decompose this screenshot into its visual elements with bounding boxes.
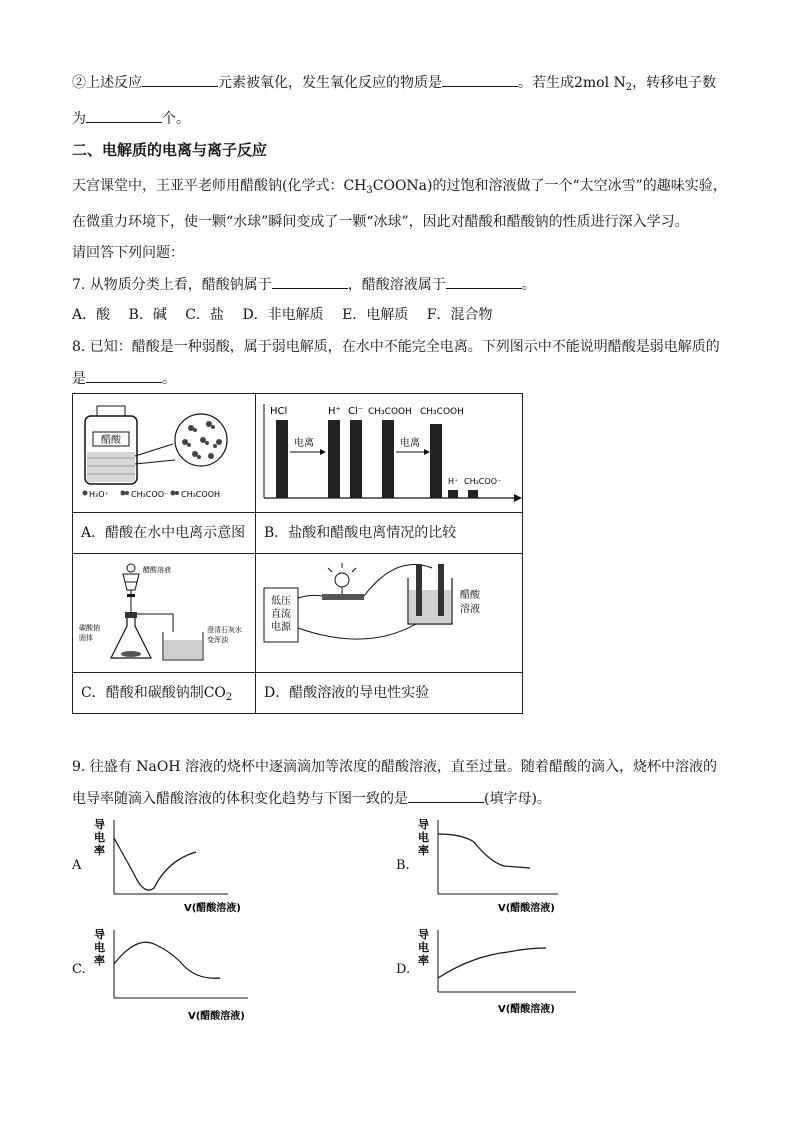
graph-d-label: D. <box>396 962 411 977</box>
hplus-label: H⁺ <box>328 406 341 417</box>
x-axis-label: V(醋酸溶液) <box>498 1004 555 1015</box>
y-axis-label: 电 <box>94 941 105 954</box>
funnel-label: 醋酸溶液 <box>143 566 171 574</box>
graph-d <box>412 926 602 1028</box>
answer-blank[interactable] <box>446 274 522 289</box>
q8-options-table <box>72 393 523 714</box>
graph-b <box>412 816 588 918</box>
cell-d-caption: D．醋酸溶液的导电性实验 <box>256 673 523 714</box>
graph-c <box>88 926 278 1028</box>
curve-a <box>114 838 196 890</box>
clminus-label: Cl⁻ <box>348 406 364 417</box>
q-prev-line1: ②上述反应 元素被氧化，发生氧化反应的物质是 。若生成2mol $N_2$，转移电子数 <box>72 72 716 98</box>
q8-stem2: 是 。 <box>72 368 176 389</box>
x-axis-label: V(醋酸溶液) <box>188 1011 245 1022</box>
ionization-comparison-figure <box>256 394 522 508</box>
cell-b-figure <box>256 394 523 513</box>
acetate-label: CH₃COO⁻ <box>464 477 502 486</box>
cell-d-figure <box>256 554 523 673</box>
power-label: 电源 <box>271 622 291 633</box>
bar-hplus <box>328 420 340 498</box>
q9-stem1: 9. 往盛有 NaOH 溶液的烧杯中逐滴滴加等浓度的醋酸溶液，直至过量。随着醋酸的滴入，烧杯中溶液的 <box>72 759 717 775</box>
cell-c-figure <box>73 554 256 673</box>
section-title: 二、电解质的电离与离子反应 <box>72 141 268 159</box>
intro-line3: 请回答下列问题： <box>72 245 184 261</box>
y-axis-label: 率 <box>418 954 429 967</box>
y-axis-label: 电 <box>94 831 105 844</box>
graph-c-label: C. <box>72 962 86 977</box>
conductivity-apparatus-figure <box>256 554 522 668</box>
solution-label: 醋酸 <box>460 590 480 601</box>
legend-acetate: CH₃COO⁻ <box>131 490 169 499</box>
x-axis-label: V(醋酸溶液) <box>498 903 555 914</box>
bar-acetate-small <box>468 490 478 498</box>
answer-blank[interactable] <box>86 108 162 123</box>
curve-d <box>438 948 546 978</box>
intro-line2: 在微重力环境下，使一颗“水球”瞬间变成了一颗“冰球”，因此对醋酸和醋酸钠的性质进行深入学习。 <box>72 214 689 230</box>
bar-acetic-acid-before <box>382 420 394 498</box>
answer-blank[interactable] <box>272 274 348 289</box>
bulb-icon <box>335 573 349 587</box>
ionize-arrow-label: 电离 <box>400 438 420 449</box>
answer-blank[interactable] <box>142 72 218 87</box>
y-axis-label: 导 <box>94 818 105 831</box>
bar-hcl <box>276 420 288 498</box>
q9-stem2: 电导率随滴入醋酸溶液的体积变化趋势与下图一致的是 (填字母)。 <box>72 788 551 809</box>
bar-hplus-small <box>448 490 458 498</box>
y-axis-label: 导 <box>418 928 429 941</box>
ionization-figure <box>73 394 255 508</box>
cell-a-caption: A．醋酸在水中电离示意图 <box>73 513 256 554</box>
limewater-label: 澄清石灰水 <box>207 626 242 634</box>
y-axis-label: 电 <box>418 941 429 954</box>
ionize-arrow-label: 电离 <box>294 438 314 449</box>
solution-label: 溶液 <box>460 604 480 615</box>
y-axis-label: 导 <box>418 818 429 831</box>
x-axis-label: V(醋酸溶液) <box>184 903 241 914</box>
acetic-acid-label: CH₃COOH <box>420 407 464 417</box>
y-axis-label: 电 <box>418 831 429 844</box>
limewater-label: 变浑浊 <box>207 636 228 644</box>
y-axis-label: 率 <box>94 844 105 857</box>
graph-a-label: A <box>72 858 82 873</box>
cell-a-figure <box>73 394 256 513</box>
cell-b-caption: B．盐酸和醋酸电离情况的比较 <box>256 513 523 554</box>
y-axis-label: 率 <box>418 844 429 857</box>
answer-blank[interactable] <box>442 72 518 87</box>
q-prev-line2: 为 个。 <box>72 108 190 129</box>
solid-label: 固体 <box>79 634 93 642</box>
graph-b-label: B. <box>396 858 410 873</box>
solid-label: 碳酸钠 <box>79 624 100 632</box>
bar-acetic-acid-after <box>430 424 442 498</box>
intro-line1: 天宫课堂中，王亚平老师用醋酸钠(化学式：$CH_3COONa$)的过饱和溶液做了一个“太空冰雪”的趣味实验， <box>72 178 727 196</box>
q7-options: A．酸 B．碱 C．盐 D．非电解质 E．电解质 F．混合物 <box>72 307 493 323</box>
legend-h3o: H₃O⁺ <box>89 490 109 499</box>
co2-apparatus-figure <box>73 554 255 668</box>
curve-c <box>114 942 220 978</box>
hcl-label: HCl <box>270 406 288 417</box>
bar-clminus <box>350 420 362 498</box>
q7-stem: 7. 从物质分类上看，醋酸钠属于 ，醋酸溶液属于 。 <box>72 274 536 295</box>
bottle-label: 醋酸 <box>101 435 121 446</box>
q8-stem1: 8. 已知：醋酸是一种弱酸，属于弱电解质，在水中不能完全电离。下列图示中不能说明醋酸是弱电解质的 <box>72 339 720 355</box>
cell-c-caption: C．醋酸和碳酸钠制$CO_2$ <box>73 673 256 714</box>
power-label: 直流 <box>271 609 291 620</box>
hplus-label: H⁺ <box>448 477 459 486</box>
power-label: 低压 <box>271 596 291 607</box>
curve-b <box>438 834 530 868</box>
y-axis-label: 导 <box>94 928 105 941</box>
answer-blank[interactable] <box>86 368 162 383</box>
answer-blank[interactable] <box>408 788 484 803</box>
legend-acetic-acid: CH₃COOH <box>181 490 221 499</box>
y-axis-label: 率 <box>94 954 105 967</box>
acetic-acid-label: CH₃COOH <box>368 407 412 417</box>
graph-a <box>88 816 264 918</box>
